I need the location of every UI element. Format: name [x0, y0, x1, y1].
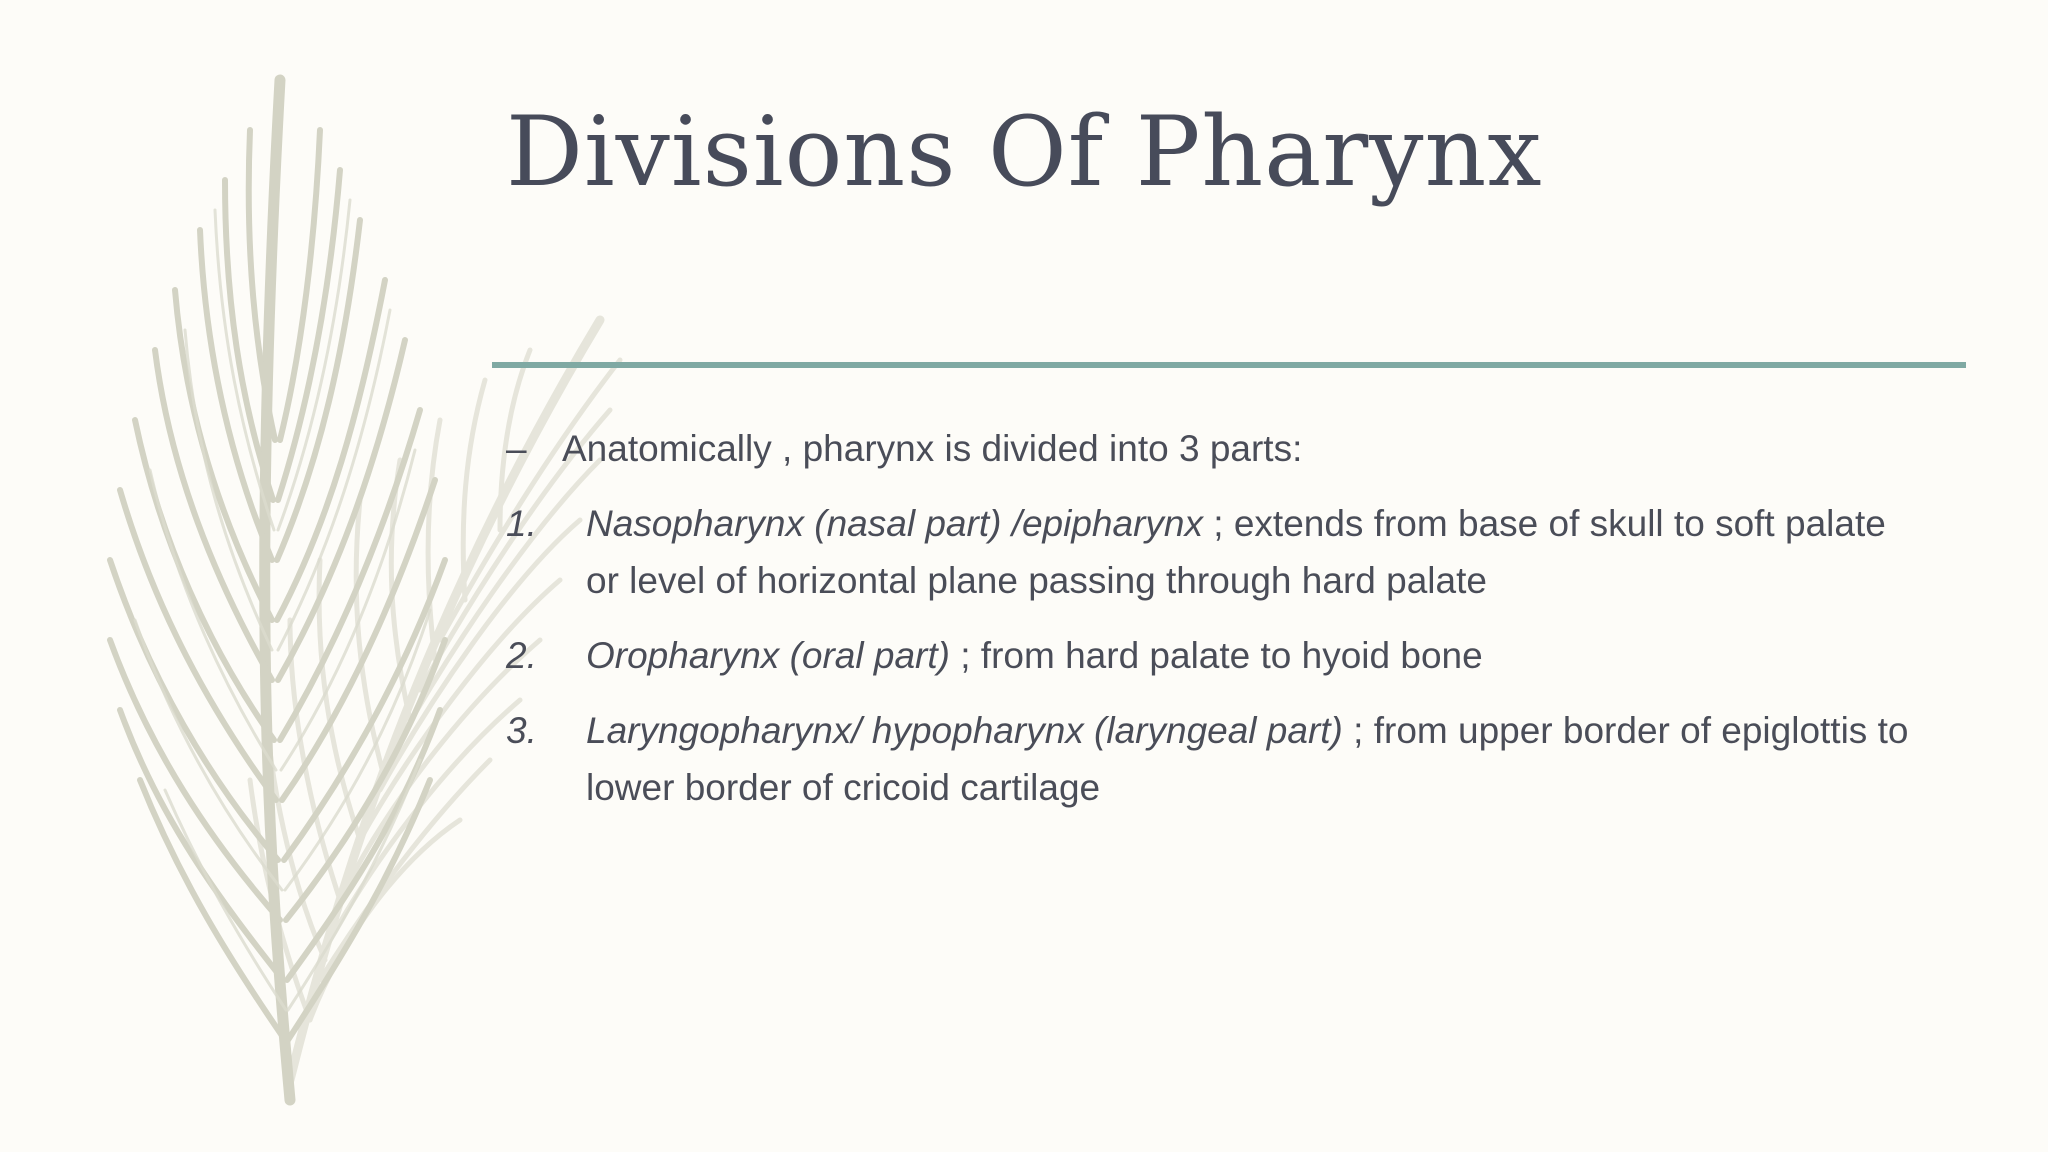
slide-title: Divisions Of Pharynx: [506, 96, 1543, 208]
slide-body: [506, 420, 1926, 834]
title-divider: [492, 362, 1966, 368]
dash-bullet-icon: –: [506, 428, 527, 469]
list-term: Oropharynx (oral part): [586, 635, 950, 676]
list-item: [506, 702, 1926, 816]
list-description: ; from hard palate to hyoid bone: [949, 635, 1483, 676]
list-description: ; extends from base of skull to soft palate or level of horizontal plane passing through hard palate: [586, 503, 1886, 601]
intro-bullet: [506, 420, 1926, 477]
intro-text: Anatomically , pharynx is divided into 3 parts:: [562, 428, 1303, 469]
list-item-text: [586, 495, 1926, 609]
list-term: Nasopharynx (nasal part) /epipharynx: [586, 503, 1203, 544]
list-description: ; from upper border of epiglottis to lower border of cricoid cartilage: [586, 710, 1909, 808]
list-item: [506, 627, 1926, 684]
list-item-text: [586, 627, 1926, 684]
list-number: 2.: [506, 635, 537, 676]
list-item: [506, 495, 1926, 609]
list-number: 3.: [506, 710, 537, 751]
list-number: 1.: [506, 503, 537, 544]
list-term: Laryngopharynx/ hypopharynx (laryngeal part): [586, 710, 1343, 751]
list-item-text: [586, 702, 1926, 816]
